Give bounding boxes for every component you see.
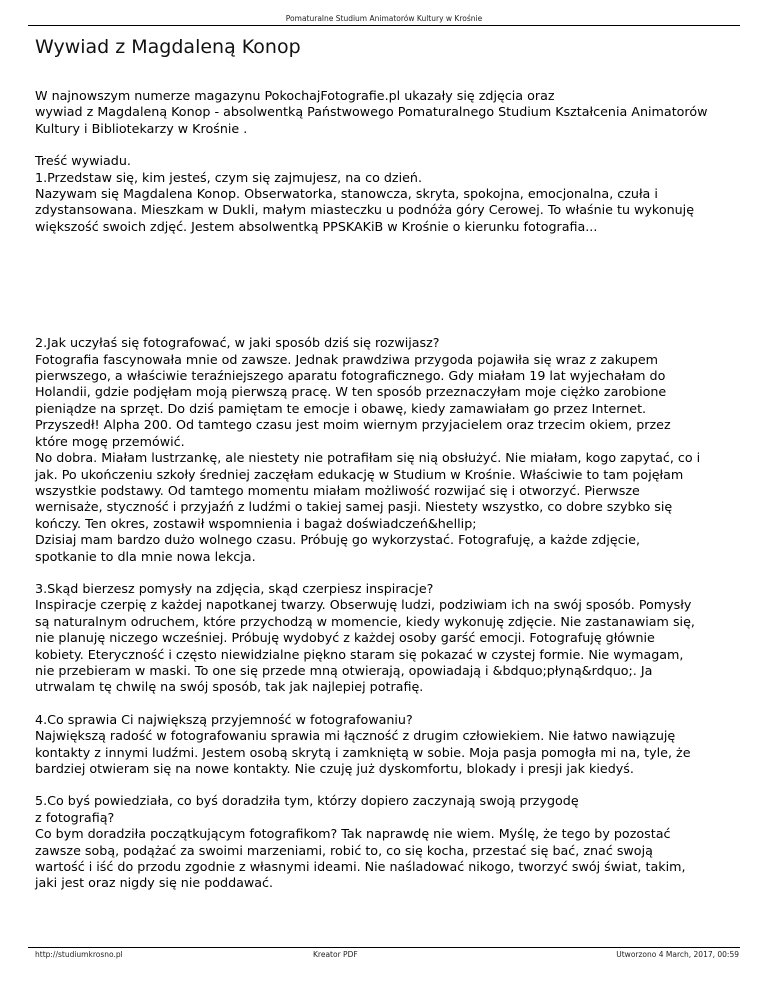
article-body xyxy=(35,88,735,892)
text-line: No dobra. Miałam lustrzankę, ale niestety nie potrafiłam się nią obsłużyć. Nie miałam, kogo zapytać, co i xyxy=(35,450,701,466)
text-line: spotkanie to dla mnie nowa lekcja. xyxy=(35,548,256,564)
question-5: 5.Co byś powiedziała, co byś doradziła tym, którzy dopiero zaczynają swoją przygodę xyxy=(35,793,579,809)
text-line: zawsze sobą, podążać za swoimi marzeniami, robić to, co się kocha, przestać się bać, znać swoją xyxy=(35,842,653,858)
blank-space xyxy=(35,235,735,335)
text-line: pierwszego, a właściwie teraźniejszego aparatu fotograficznego. Gdy miałam 19 lat wyjechałam do xyxy=(35,368,666,384)
article-title: Wywiad z Magdaleną Konop xyxy=(35,36,301,58)
question-1-block xyxy=(35,153,735,235)
text-line: Nazywam się Magdalena Konop. Obserwatorka, stanowcza, skryta, spokojna, emocjonalna, czuła i xyxy=(35,186,658,202)
text-line: Przyszedł! Alpha 200. Od tamtego czasu jest moim wiernym przyjacielem oraz trzecim okiem, przez xyxy=(35,417,671,433)
question-2: 2.Jak uczyłaś się fotografować, w jaki sposób dziś się rozwijasz? xyxy=(35,335,440,351)
footer-created-date: Utworzono 4 March, 2017, 00:59 xyxy=(616,950,739,959)
question-5-block xyxy=(35,793,735,891)
text-line: Kultury i Bibliotekarzy w Krośnie . xyxy=(35,120,248,136)
text-line: kończy. Ten okres, zostawił wspomnienia i bagaż doświadczeń&hellip; xyxy=(35,515,477,531)
text-line: są naturalnym odruchem, które przychodzą w momencie, kiedy wykonuję zdjęcie. Nie zastanawiam się, xyxy=(35,613,695,629)
text-line: większość swoich zdjęć. Jestem absolwentką PPSKAKiB w Krośnie o kierunku fotografia... xyxy=(35,218,598,234)
text-line: Fotografia fascynowała mnie od zawsze. Jednak prawdziwa przygoda pojawiła się wraz z zakupem xyxy=(35,351,659,367)
intro-paragraph xyxy=(35,88,735,137)
header-divider xyxy=(28,25,740,26)
text-line: wernisaże, styczność i przyjaźń z ludźmi o takiej samej pasji. Niestety wszystko, co dobre szybko się xyxy=(35,499,673,515)
text-line: Dzisiaj mam bardzo dużo wolnego czasu. Próbuję go wykorzystać. Fotografuję, a każde zdjęcie, xyxy=(35,532,641,548)
text-line: Co bym doradziła początkującym fotografikom? Tak naprawdę nie wiem. Myślę, że tego by pozostać xyxy=(35,826,671,842)
text-line: wszystkie podstawy. Od tamtego momentu miałam możliwość rozwijać się i otworzyć. Pierwsze xyxy=(35,482,640,498)
footer-divider xyxy=(28,947,740,948)
text-line: wywiad z Magdaleną Konop - absolwentką Państwowego Pomaturalnego Studium Kształcenia Animatorów xyxy=(35,104,708,120)
text-line: bardziej otwieram się na nowe kontakty. Nie czuję już dyskomfortu, blokady i presji jak kiedyś. xyxy=(35,761,634,776)
text-line: Największą radość w fotografowaniu sprawia mi łączność z drugim człowiekiem. Nie łatwo nawiązuję xyxy=(35,728,676,744)
text-line: jak. Po ukończeniu szkoły średniej zaczęłam edukację w Studium w Krośnie. Właściwie to tam pojęłam xyxy=(35,466,684,482)
text-line: kobiety. Eteryczność i często niewidzialne piękno staram się pokazać w czystej formie. Nie wymagam, xyxy=(35,646,684,662)
text-line: pieniądze na sprzęt. Do dziś pamiętam te emocje i obawę, kiedy zamawiałam go przez Internet. xyxy=(35,400,647,416)
footer-url: http://studiumkrosno.pl xyxy=(35,950,123,959)
text-line: Inspiracje czerpię z każdej napotkanej twarzy. Obserwuję ludzi, podziwiam ich na swój sposób. Pomysły xyxy=(35,597,692,613)
question-5-continued: z fotografią? xyxy=(35,809,115,825)
question-2-block xyxy=(35,335,735,565)
question-3: 3.Skąd bierzesz pomysły na zdjęcia, skąd czerpiesz inspiracje? xyxy=(35,580,434,596)
text-line: Treść wywiadu. xyxy=(35,153,131,169)
question-4-block xyxy=(35,712,735,778)
question-3-block xyxy=(35,581,735,696)
page-header: Pomaturalne Studium Animatorów Kultury w Krośnie xyxy=(285,14,483,23)
text-line: W najnowszym numerze magazynu PokochajFotografie.pl ukazały się zdjęcia oraz xyxy=(35,88,555,103)
text-line: zdystansowana. Mieszkam w Dukli, małym miasteczku u podnóża góry Cerowej. To właśnie tu wykonuję xyxy=(35,202,694,218)
question-1: 1.Przedstaw się, kim jesteś, czym się zajmujesz, na co dzień. xyxy=(35,169,422,185)
text-line: wartość i iść do przodu zgodnie z własnymi ideami. Nie naśladować nikogo, tworzyć swój świat, takim, xyxy=(35,859,686,875)
footer-generator: Kreator PDF xyxy=(313,950,358,959)
text-line: nie planuję niczego wcześniej. Próbuję wydobyć z każdej osoby garść emocji. Fotografuję głównie xyxy=(35,630,655,646)
text-line: nie przebieram w maski. To one się przede mną otwierają, opowiadają i &bdquo;płyną&rdquo;. Ja xyxy=(35,662,653,678)
text-line: utrwalam tę chwilę na swój sposób, tak jak najlepiej potrafię. xyxy=(35,679,424,695)
text-line: Holandii, gdzie podjęłam moją pierwszą pracę. W ten sposób przeznaczyłam moje ciężko zarobione xyxy=(35,384,667,400)
text-line: które mogę przemówić. xyxy=(35,433,185,449)
question-4: 4.Co sprawia Ci największą przyjemność w fotografowaniu? xyxy=(35,711,413,727)
text-line: jaki jest oraz nigdy się nie poddawać. xyxy=(35,875,274,891)
text-line: kontakty z innymi ludźmi. Jestem osobą skrytą i zamkniętą w sobie. Moja pasja pomogła mi na, tyle, że xyxy=(35,744,691,760)
